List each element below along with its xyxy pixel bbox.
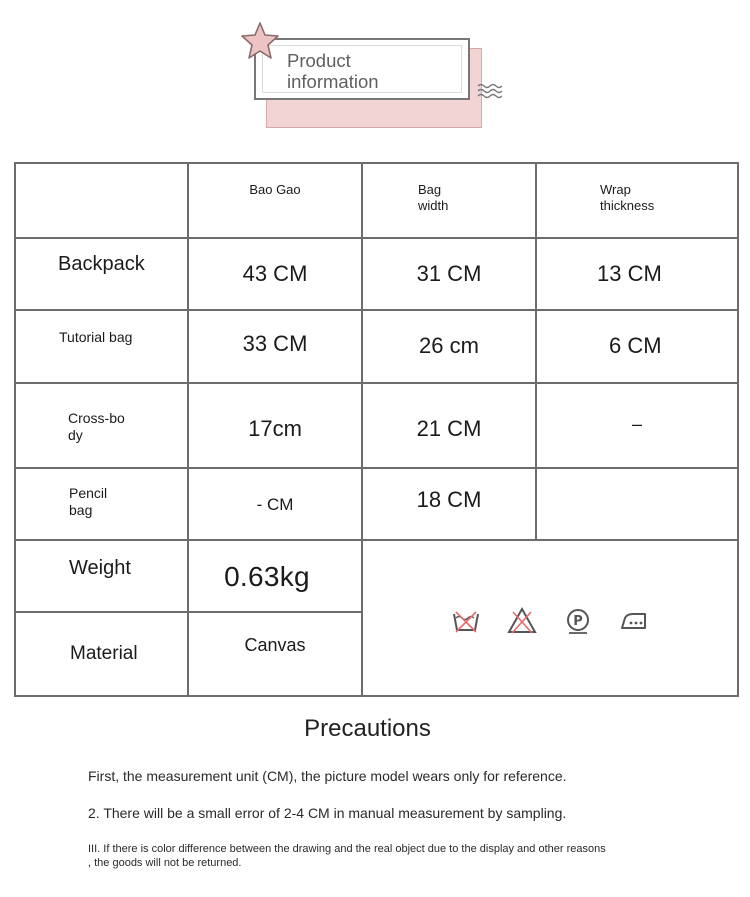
cell-value: 33 CM xyxy=(188,310,362,383)
cell-value: 26 cm xyxy=(362,310,536,383)
row-label-weight: Weight xyxy=(15,540,188,612)
size-table xyxy=(14,162,739,697)
cell-value: 13 CM xyxy=(536,238,738,310)
header-cell-bag-width: Bag width xyxy=(362,163,536,238)
row-label-cross-body: Cross-bo dy xyxy=(15,383,188,468)
care-symbols-cell xyxy=(362,540,738,696)
precaution-note: III. If there is color difference between the drawing and the real object due to the display and other reasons , the goods will not be returned. xyxy=(88,843,606,869)
row-label-backpack: Backpack xyxy=(15,238,188,310)
header-cell-empty xyxy=(15,163,188,238)
size-table-area xyxy=(14,162,737,697)
table-header-row xyxy=(15,163,738,238)
row-label-material: Material xyxy=(15,612,188,696)
dry-clean-icon xyxy=(563,606,593,636)
cell-value: 18 CM xyxy=(362,468,536,540)
cell-value: 17cm xyxy=(188,383,362,468)
no-bleach-icon xyxy=(507,606,537,636)
cell-value: 43 CM xyxy=(188,238,362,310)
header-cell-wrap-thickness: Wrap thickness xyxy=(536,163,738,238)
star-icon xyxy=(240,20,284,64)
cell-value xyxy=(536,468,738,540)
precaution-note: 2. There will be a small error of 2-4 CM in manual measurement by sampling. xyxy=(88,805,567,821)
care-icons-group xyxy=(363,606,737,636)
table-row xyxy=(15,540,738,612)
header-cell-bao-gao: Bao Gao xyxy=(188,163,362,238)
table-row xyxy=(15,383,738,468)
material-value: Canvas xyxy=(188,612,362,696)
no-wash-icon xyxy=(451,606,481,636)
weight-value: 0.63kg xyxy=(188,540,362,612)
cell-value: - CM xyxy=(188,468,362,540)
iron-low-icon xyxy=(619,606,649,636)
precaution-note: First, the measurement unit (CM), the picture model wears only for reference. xyxy=(88,768,567,784)
svg-text:P: P xyxy=(573,614,583,629)
row-label-pencil-bag: Pencil bag xyxy=(15,468,188,540)
product-information-badge xyxy=(240,20,510,120)
cell-value: 21 CM xyxy=(362,383,536,468)
precautions-title: Precautions xyxy=(304,715,431,742)
cell-value: 6 CM xyxy=(536,310,738,383)
table-row xyxy=(15,310,738,383)
badge-title: Product information xyxy=(287,50,379,92)
row-label-tutorial-bag: Tutorial bag xyxy=(15,310,188,383)
table-row xyxy=(15,468,738,540)
table-row xyxy=(15,238,738,310)
cell-value: 31 CM xyxy=(362,238,536,310)
cell-value: – xyxy=(536,383,738,468)
wave-icon xyxy=(477,82,503,100)
